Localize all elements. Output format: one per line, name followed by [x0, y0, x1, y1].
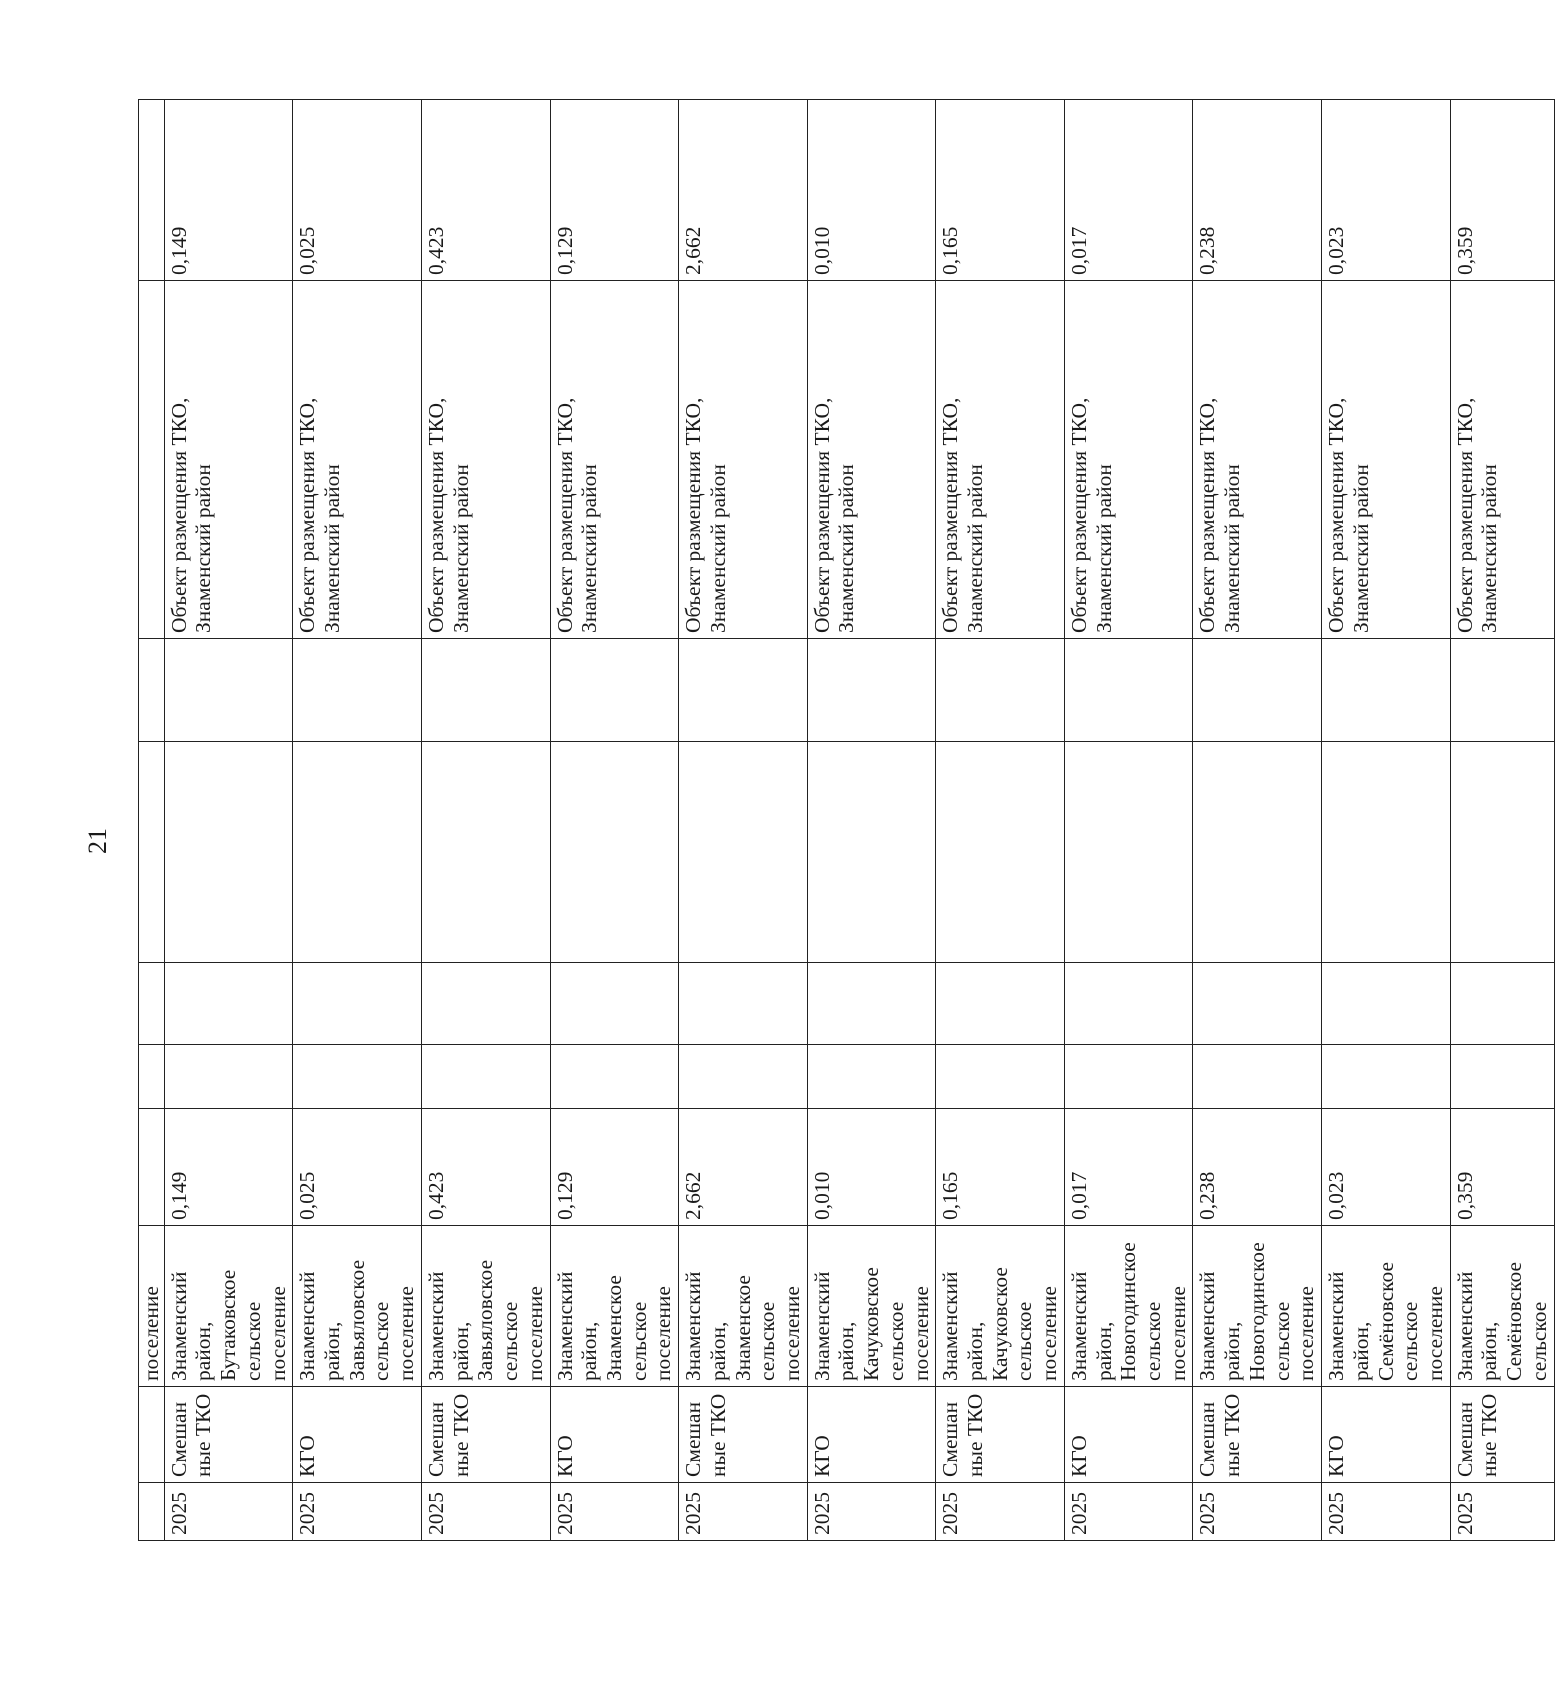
table-cell-empty [807, 963, 936, 1045]
table-cell-empty [807, 742, 936, 963]
table-cell-empty [421, 742, 550, 963]
table-cell-destination-amount: 0,023 [1322, 100, 1451, 281]
table-cell-empty [139, 639, 165, 742]
table-cell-source-location: Знаменский район, Семёновское сельское [1450, 1226, 1554, 1387]
table-container [138, 100, 1551, 1541]
table-cell-empty [1064, 1045, 1193, 1109]
table-cell-empty [139, 1387, 165, 1483]
table-cell-destination: Объект размещения ТКО, Знаменский район [679, 281, 808, 639]
table-cell-waste-type: Смешанные ТКО [421, 1387, 550, 1483]
table-row [164, 100, 293, 1541]
waste-flow-table [138, 99, 1555, 1541]
table-cell-empty [936, 742, 1065, 963]
table-cell-source-location: Знаменский район, Качуковское сельское поселение [936, 1226, 1065, 1387]
table-cell-source-location: Знаменский район, Новогодинское сельское поселение [1193, 1226, 1322, 1387]
table-cell-empty [936, 639, 1065, 742]
table-cell-waste-type: КГО [293, 1387, 422, 1483]
table-cell-destination-amount: 0,025 [293, 100, 422, 281]
table-cell-destination: Объект размещения ТКО, Знаменский район [936, 281, 1065, 639]
table-cell-destination: Объект размещения ТКО, Знаменский район [1322, 281, 1451, 639]
table-cell-empty [550, 742, 679, 963]
table-cell-empty [1450, 639, 1554, 742]
table-cell-source-location: Знаменский район, Качуковское сельское поселение [807, 1226, 936, 1387]
table-cell-continuation: поселение [139, 1226, 165, 1387]
table-cell-empty [679, 1045, 808, 1109]
table-cell-destination: Объект размещения ТКО, Знаменский район [293, 281, 422, 639]
table-row [1450, 100, 1554, 1541]
table-row [550, 100, 679, 1541]
table-cell-year: 2025 [550, 1483, 679, 1541]
table-cell-empty [164, 1045, 293, 1109]
table-cell-source-location: Знаменский район, Знаменское сельское поселение [679, 1226, 808, 1387]
table-cell-amount: 0,129 [550, 1109, 679, 1226]
table-cell-empty [1322, 742, 1451, 963]
table-row-continuation [139, 100, 165, 1541]
table-cell-waste-type: Смешанные ТКО [164, 1387, 293, 1483]
table-cell-year: 2025 [679, 1483, 808, 1541]
table-cell-empty [293, 742, 422, 963]
table-cell-destination-amount: 0,165 [936, 100, 1065, 281]
table-cell-destination: Объект размещения ТКО, Знаменский район [550, 281, 679, 639]
table-cell-amount: 0,149 [164, 1109, 293, 1226]
table-cell-waste-type: Смешанные ТКО [679, 1387, 808, 1483]
table-cell-destination-amount: 2,662 [679, 100, 808, 281]
table-row [679, 100, 808, 1541]
table-cell-waste-type: КГО [550, 1387, 679, 1483]
table-cell-empty [139, 1483, 165, 1541]
table-cell-year: 2025 [807, 1483, 936, 1541]
table-row [1064, 100, 1193, 1541]
table-cell-empty [139, 1109, 165, 1226]
table-cell-empty [550, 1045, 679, 1109]
table-cell-empty [1193, 1045, 1322, 1109]
table-cell-empty [139, 963, 165, 1045]
table-row [936, 100, 1065, 1541]
table-cell-year: 2025 [1193, 1483, 1322, 1541]
table-cell-waste-type: Смешанные ТКО [1450, 1387, 1554, 1483]
table-cell-empty [139, 281, 165, 639]
table-cell-waste-type: Смешанные ТКО [1193, 1387, 1322, 1483]
table-cell-destination: Объект размещения ТКО, Знаменский район [1064, 281, 1193, 639]
table-cell-destination-amount: 0,010 [807, 100, 936, 281]
table-cell-amount: 0,165 [936, 1109, 1065, 1226]
table-cell-year: 2025 [293, 1483, 422, 1541]
table-row [1322, 100, 1451, 1541]
table-cell-year: 2025 [936, 1483, 1065, 1541]
table-cell-empty [1193, 742, 1322, 963]
table-cell-destination: Объект размещения ТКО, Знаменский район [807, 281, 936, 639]
table-cell-source-location: Знаменский район, Завьяловское сельское поселение [421, 1226, 550, 1387]
table-cell-empty [679, 742, 808, 963]
table-cell-amount: 0,238 [1193, 1109, 1322, 1226]
table-cell-destination: Объект размещения ТКО, Знаменский район [1450, 281, 1554, 639]
table-cell-destination-amount: 0,149 [164, 100, 293, 281]
table-cell-source-location: Знаменский район, Новогодинское сельское поселение [1064, 1226, 1193, 1387]
table-cell-empty [421, 963, 550, 1045]
table-cell-empty [550, 639, 679, 742]
table-cell-empty [164, 963, 293, 1045]
table-cell-empty [1450, 742, 1554, 963]
table-cell-empty [164, 639, 293, 742]
table-cell-year: 2025 [1450, 1483, 1554, 1541]
table-body [139, 100, 1555, 1541]
table-cell-empty [1450, 963, 1554, 1045]
table-cell-destination: Объект размещения ТКО, Знаменский район [164, 281, 293, 639]
table-cell-source-location: Знаменский район, Семёновское сельское поселение [1322, 1226, 1451, 1387]
table-cell-waste-type: КГО [1322, 1387, 1451, 1483]
table-cell-empty [807, 639, 936, 742]
table-cell-empty [293, 963, 422, 1045]
table-cell-empty [139, 742, 165, 963]
table-cell-amount: 2,662 [679, 1109, 808, 1226]
table-row [293, 100, 422, 1541]
table-cell-empty [679, 963, 808, 1045]
table-cell-empty [139, 1045, 165, 1109]
table-cell-empty [550, 963, 679, 1045]
table-cell-amount: 0,010 [807, 1109, 936, 1226]
table-cell-empty [1193, 963, 1322, 1045]
table-cell-empty [421, 639, 550, 742]
table-cell-empty [1322, 963, 1451, 1045]
table-cell-year: 2025 [1322, 1483, 1451, 1541]
table-cell-destination-amount: 0,017 [1064, 100, 1193, 281]
table-cell-waste-type: Смешанные ТКО [936, 1387, 1065, 1483]
table-cell-empty [164, 742, 293, 963]
table-cell-amount: 0,359 [1450, 1109, 1554, 1226]
page-number: 21 [83, 828, 112, 854]
table-cell-amount: 0,017 [1064, 1109, 1193, 1226]
table-cell-empty [936, 1045, 1065, 1109]
table-cell-amount: 0,025 [293, 1109, 422, 1226]
table-cell-empty [679, 639, 808, 742]
table-cell-destination: Объект размещения ТКО, Знаменский район [1193, 281, 1322, 639]
table-cell-empty [1064, 639, 1193, 742]
table-cell-empty [1322, 639, 1451, 742]
table-row [421, 100, 550, 1541]
table-cell-destination-amount: 0,238 [1193, 100, 1322, 281]
table-cell-destination-amount: 0,359 [1450, 100, 1554, 281]
table-cell-destination-amount: 0,423 [421, 100, 550, 281]
table-cell-empty [421, 1045, 550, 1109]
table-cell-empty [1064, 963, 1193, 1045]
table-row [807, 100, 936, 1541]
table-cell-source-location: Знаменский район, Бутаковское сельское поселение [164, 1226, 293, 1387]
table-cell-empty [1064, 742, 1193, 963]
table-cell-empty [293, 1045, 422, 1109]
table-cell-empty [139, 100, 165, 281]
table-cell-empty [807, 1045, 936, 1109]
table-cell-year: 2025 [1064, 1483, 1193, 1541]
table-cell-source-location: Знаменский район, Знаменское сельское поселение [550, 1226, 679, 1387]
table-cell-waste-type: КГО [807, 1387, 936, 1483]
table-cell-empty [293, 639, 422, 742]
table-cell-amount: 0,423 [421, 1109, 550, 1226]
table-cell-waste-type: КГО [1064, 1387, 1193, 1483]
table-cell-year: 2025 [164, 1483, 293, 1541]
table-cell-destination: Объект размещения ТКО, Знаменский район [421, 281, 550, 639]
table-cell-year: 2025 [421, 1483, 550, 1541]
table-cell-destination-amount: 0,129 [550, 100, 679, 281]
table-cell-empty [936, 963, 1065, 1045]
table-cell-source-location: Знаменский район, Завьяловское сельское поселение [293, 1226, 422, 1387]
table-cell-empty [1193, 639, 1322, 742]
table-row [1193, 100, 1322, 1541]
table-cell-empty [1322, 1045, 1451, 1109]
table-cell-empty [1450, 1045, 1554, 1109]
table-cell-amount: 0,023 [1322, 1109, 1451, 1226]
